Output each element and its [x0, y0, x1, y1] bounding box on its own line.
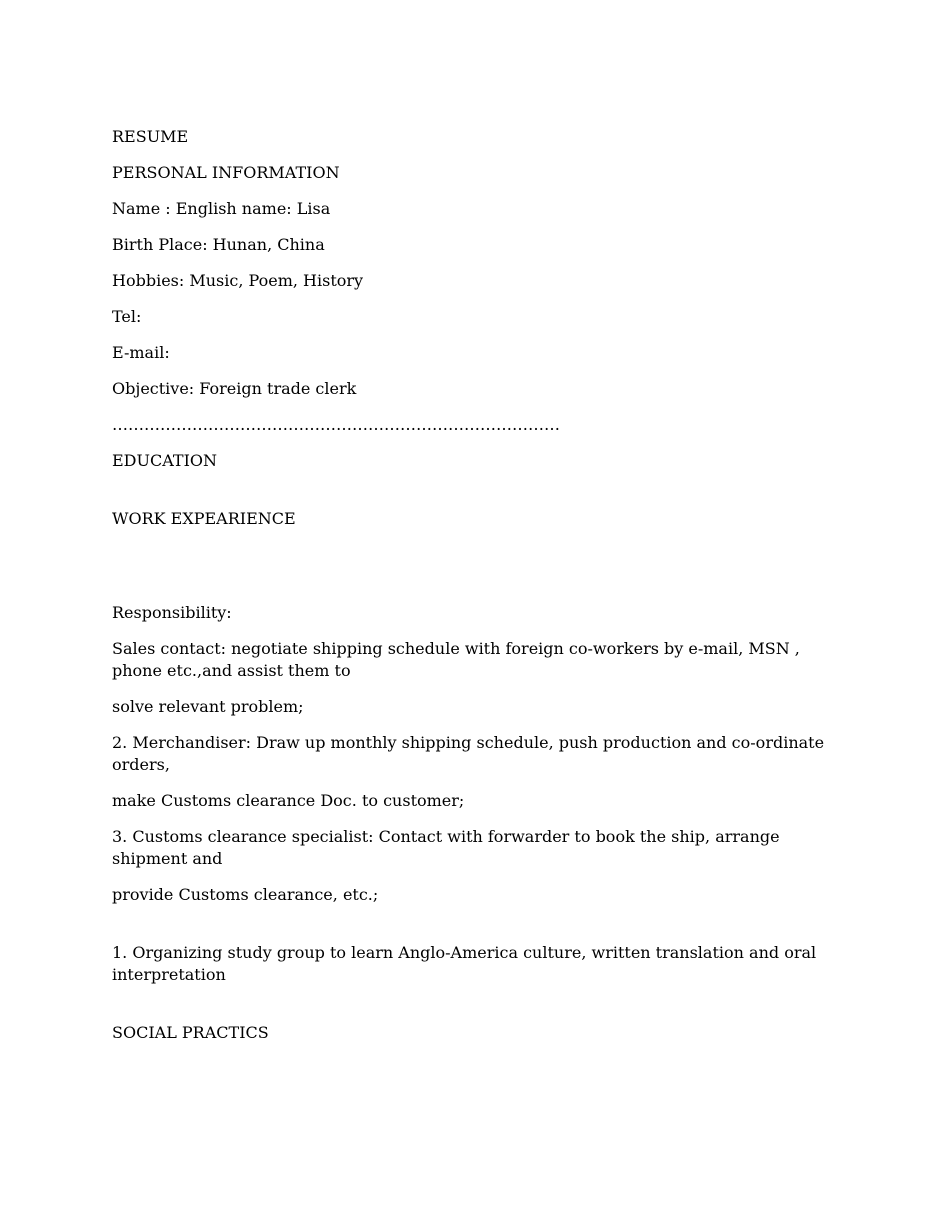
activity-1: 1. Organizing study group to learn Anglo-America culture, written translation and oral interpretation — [112, 943, 817, 984]
responsibility-2-line-b: make Customs clearance Doc. to customer; — [112, 791, 465, 810]
personal-info-heading: PERSONAL INFORMATION — [112, 163, 340, 182]
hobbies-line: Hobbies: Music, Poem, History — [112, 271, 364, 290]
document-page — [112, 126, 842, 1058]
objective-line: Objective: Foreign trade clerk — [112, 379, 357, 398]
education-heading: EDUCATION — [112, 451, 218, 470]
responsibility-1-line-b: solve relevant problem; — [112, 697, 304, 716]
tel-line: Tel: — [112, 307, 142, 326]
birth-place-line: Birth Place: Hunan, China — [112, 235, 325, 254]
spacer — [112, 486, 842, 508]
responsibility-label: Responsibility: — [112, 603, 232, 622]
responsibility-3-line-a: 3. Customs clearance specialist: Contact with forwarder to book the ship, arrange shipment and — [112, 827, 780, 868]
work-experience-heading: WORK EXPEARIENCE — [112, 509, 296, 528]
spacer — [112, 920, 842, 942]
spacer — [112, 544, 842, 602]
name-line: Name : English name: Lisa — [112, 199, 331, 218]
email-line: E-mail: — [112, 343, 170, 362]
responsibility-3-line-b: provide Customs clearance, etc.; — [112, 885, 379, 904]
dotted-separator: ………………………………………………………………………… — [112, 415, 560, 434]
responsibility-1-line-a: Sales contact: negotiate shipping schedule with foreign co-workers by e-mail, MSN , phone etc.,and assist them to — [112, 639, 800, 680]
resume-title: RESUME — [112, 127, 189, 146]
responsibility-2-line-a: 2. Merchandiser: Draw up monthly shipping schedule, push production and co-ordinate orders, — [112, 733, 825, 774]
social-practice-heading: SOCIAL PRACTICS — [112, 1023, 269, 1042]
spacer — [112, 1000, 842, 1022]
